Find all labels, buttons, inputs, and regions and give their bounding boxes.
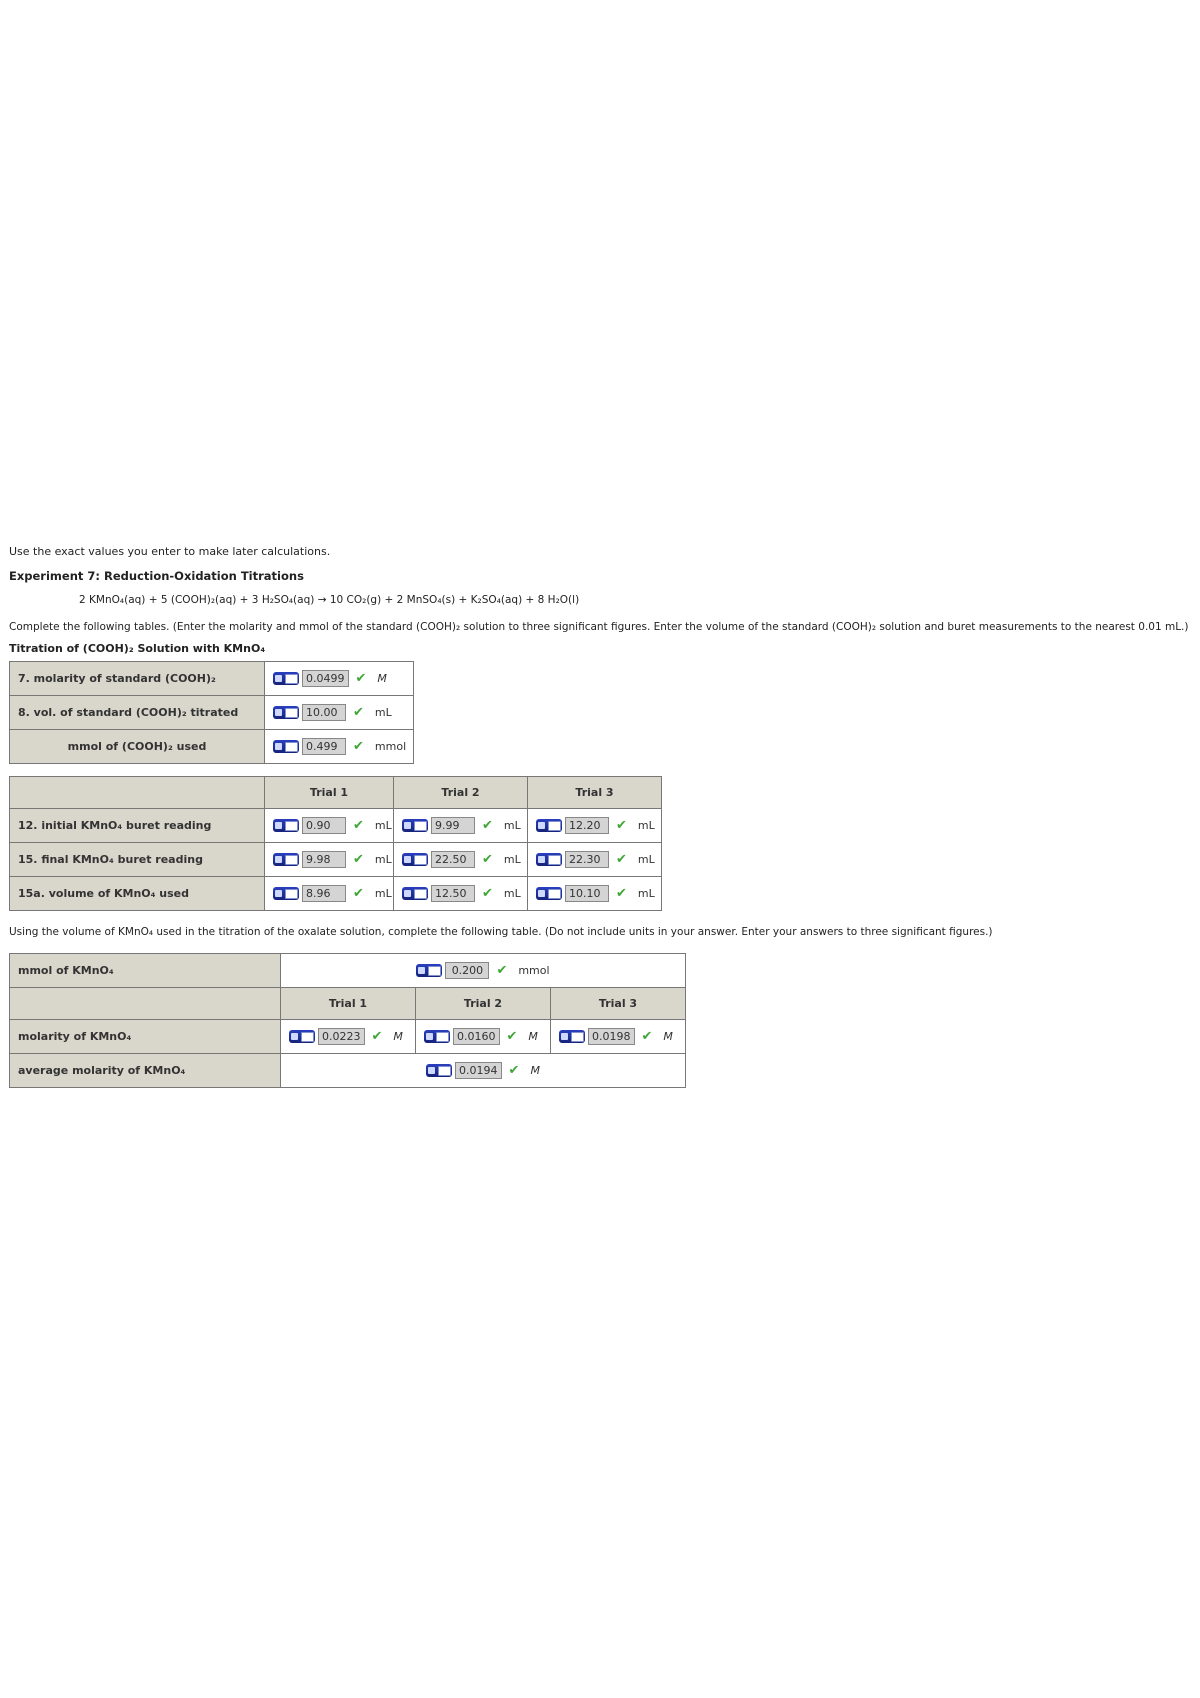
answer-field[interactable] [424,1028,538,1045]
answer-field[interactable] [273,738,406,755]
unit-label: mL [637,853,655,866]
answer-status-icon [426,1064,452,1077]
answer-status-icon [402,819,428,832]
buret-readings-table [9,776,662,911]
unit-label: mL [503,819,521,832]
unit-label: mmol [374,740,407,753]
unit-label: M [663,1030,673,1043]
row-label: 15a. volume of KMnO₄ used [10,877,265,911]
check-icon: ✔ [353,818,364,833]
header-blank [10,777,265,809]
check-icon: ✔ [616,818,627,833]
unit-label: mL [637,887,655,900]
answer-value[interactable]: 0.0223 [318,1028,365,1045]
instructions-text: Complete the following tables. (Enter the molarity and mmol of the standard (COOH)₂ solution to three significant figures. Enter the volume of the standard (COOH)₂ solution and buret measurements to the nearest 0.01 mL.) [9,621,1189,633]
row-label: 8. vol. of standard (COOH)₂ titrated [10,696,265,730]
answer-value[interactable]: 12.50 [431,885,475,902]
unit-label: mL [503,853,521,866]
check-icon: ✔ [641,1029,653,1044]
check-icon: ✔ [353,886,364,901]
experiment-title: Experiment 7: Reduction-Oxidation Titrations [9,569,304,583]
answer-field[interactable] [536,817,655,834]
answer-field[interactable] [273,885,392,902]
check-icon: ✔ [508,1063,520,1078]
row-label: mmol of (COOH)₂ used [10,730,265,764]
row-label: average molarity of KMnO₄ [10,1054,281,1088]
answer-status-icon [273,740,299,753]
row-label: 15. final KMnO₄ buret reading [10,843,265,877]
unit-label: mL [637,819,655,832]
molarity-table [9,953,686,1088]
answer-value[interactable]: 0.0160 [453,1028,500,1045]
answer-field[interactable] [426,1062,540,1079]
answer-field[interactable] [289,1028,403,1045]
unit-label: mL [374,887,392,900]
answer-status-icon [402,887,428,900]
answer-value[interactable]: 10.10 [565,885,609,902]
answer-field[interactable] [273,851,392,868]
row-label: mmol of KMnO₄ [10,954,281,988]
answer-field[interactable] [402,817,521,834]
check-icon: ✔ [353,852,364,867]
answer-status-icon [424,1030,450,1043]
answer-value[interactable]: 22.50 [431,851,475,868]
answer-value[interactable]: 0.0499 [302,670,349,687]
check-icon: ✔ [496,963,508,978]
answer-field[interactable] [273,704,392,721]
answer-status-icon [559,1030,585,1043]
answer-value[interactable]: 8.96 [302,885,346,902]
instructions-text-2: Using the volume of KMnO₄ used in the titration of the oxalate solution, complete the following table. (Do not include units in your answer. Enter your answers to three significant figures.) [9,926,993,938]
row-label: molarity of KMnO₄ [10,1020,281,1054]
reaction-equation: 2 KMnO₄(aq) + 5 (COOH)₂(aq) + 3 H₂SO₄(aq) → 10 CO₂(g) + 2 MnSO₄(s) + K₂SO₄(aq) + 8 H₂O(l) [79,594,580,606]
header-blank [10,988,281,1020]
answer-field[interactable] [273,670,387,687]
answer-value[interactable]: 0.200 [445,962,489,979]
answer-status-icon [273,819,299,832]
unit-label: mL [503,887,521,900]
unit-label: mmol [518,964,550,977]
trial-header: Trial 2 [394,777,528,809]
answer-value[interactable]: 0.90 [302,817,346,834]
answer-status-icon [273,672,299,685]
row-label: 7. molarity of standard (COOH)₂ [10,662,265,696]
answer-field[interactable] [416,962,549,979]
check-icon: ✔ [616,852,627,867]
answer-status-icon [289,1030,315,1043]
answer-value[interactable]: 0.0194 [455,1062,502,1079]
trial-header: Trial 3 [528,777,662,809]
answer-status-icon [536,853,562,866]
check-icon: ✔ [355,671,367,686]
check-icon: ✔ [616,886,627,901]
trial-header: Trial 1 [281,988,416,1020]
answer-status-icon [273,887,299,900]
unit-label: mL [374,706,392,719]
check-icon: ✔ [353,705,364,720]
check-icon: ✔ [506,1029,518,1044]
answer-status-icon [416,964,442,977]
check-icon: ✔ [482,818,493,833]
answer-status-icon [536,819,562,832]
answer-status-icon [402,853,428,866]
check-icon: ✔ [353,739,364,754]
page-content [9,545,1194,1088]
row-label: 12. initial KMnO₄ buret reading [10,809,265,843]
answer-value[interactable]: 0.499 [302,738,346,755]
answer-field[interactable] [536,885,655,902]
answer-value[interactable]: 12.20 [565,817,609,834]
answer-field[interactable] [402,851,521,868]
section-title: Titration of (COOH)₂ Solution with KMnO₄ [9,642,266,655]
unit-label: M [528,1030,538,1043]
standard-solution-table [9,661,414,764]
answer-status-icon [273,706,299,719]
answer-value[interactable]: 9.99 [431,817,475,834]
check-icon: ✔ [482,852,493,867]
check-icon: ✔ [482,886,493,901]
unit-label: mL [374,819,392,832]
answer-status-icon [536,887,562,900]
unit-label: M [393,1030,403,1043]
intro-text: Use the exact values you enter to make later calculations. [9,545,331,558]
answer-value[interactable]: 22.30 [565,851,609,868]
trial-header: Trial 1 [265,777,394,809]
answer-field[interactable] [536,851,655,868]
answer-field[interactable] [402,885,521,902]
answer-value[interactable]: 10.00 [302,704,346,721]
answer-value[interactable]: 9.98 [302,851,346,868]
answer-status-icon [273,853,299,866]
unit-label: mL [374,853,392,866]
answer-value[interactable]: 0.0198 [588,1028,635,1045]
answer-field[interactable] [559,1028,673,1045]
check-icon: ✔ [371,1029,383,1044]
answer-field[interactable] [273,817,392,834]
trial-header: Trial 2 [416,988,551,1020]
trial-header: Trial 3 [551,988,686,1020]
unit-label: M [377,672,387,685]
unit-label: M [530,1064,540,1077]
